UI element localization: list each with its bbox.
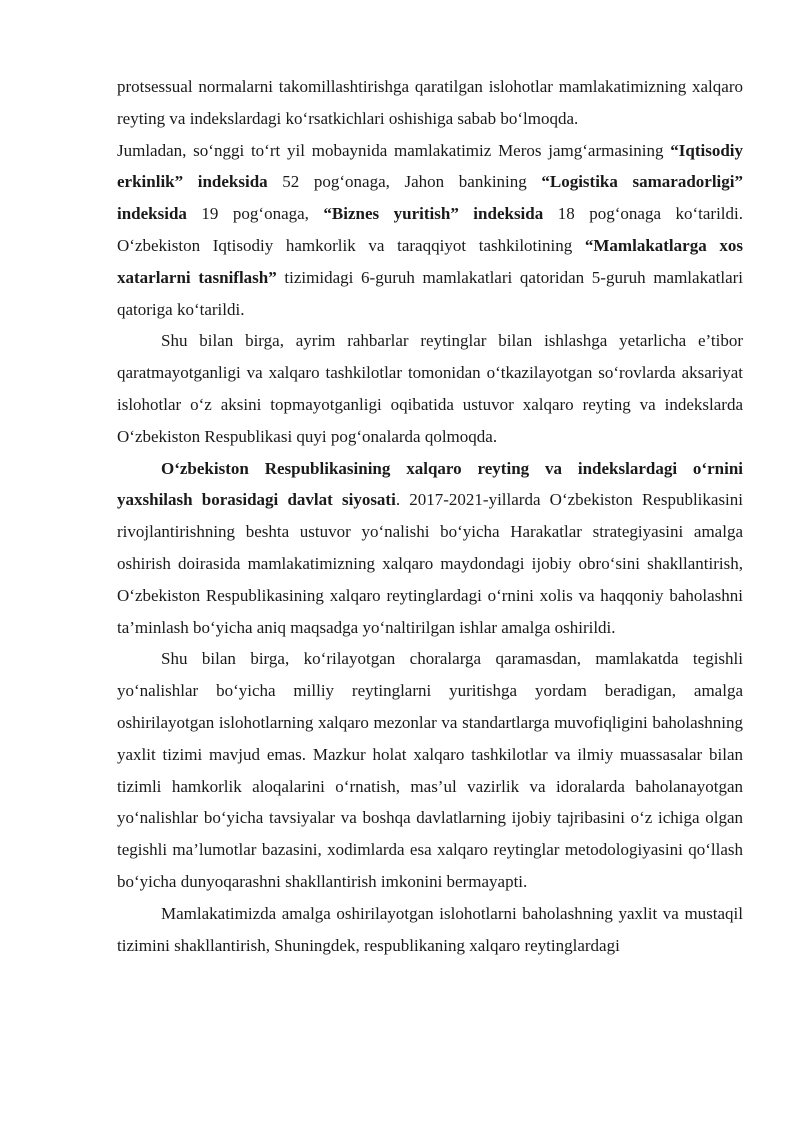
economic-freedom-index-term: “Iqtisodiy erkinlik” indeksida xyxy=(117,140,743,192)
paragraph-4-text: . 2017-2021-yillarda O‘zbekiston Respublikasini rivojlantirishning beshta ustuvor yo‘nalishi bo‘yicha Harakatlar strategiyasini amalga oshirish doirasida mamlakatimizning xalqaro maydondagi ijobiy obro‘sini shakllantirish, O‘zbekiston Respublikasining xalqaro reytinglardagi o‘rnini xolis va haqqoniy baholashni ta’minlash bo‘yicha aniq maqsadga yo‘naltirilgan ishlar amalga oshirildi. xyxy=(117,490,744,637)
logistics-performance-index-term: “Logistika samaradorligi” indeksida xyxy=(117,172,743,224)
paragraph-5-text: Shu bilan birga, ko‘rilayotgan choralarga qaramasdan, mamlakatda tegishli yo‘nalishlar bo‘yicha milliy reytinglarni yuritishga yordam beradigan, amalga oshirilayotgan islohotlarning xalqaro mezonlar va standartlarga muvofiqligini baholashning yaxlit tizimi mavjud emas. Mazkur holat xalqaro tashkilotlar va ilmiy muassasalar bilan tizimli hamkorlik aloqalarini o‘rnatish, mas’ul vazirlik va idoralarda baholanayotgan yo‘nalishlar bo‘yicha tavsiyalar va boshqa davlatlarning ijobiy tajribasini o‘z ichiga olgan tegishli ma’lumotlar bazasini, xodimlarda esa xalqaro reytinglar metodologiyasini qo‘llash bo‘yicha dunyoqarashni shakllantirish imkonini bermayapti. xyxy=(117,649,743,891)
paragraph-3-text: Shu bilan birga, ayrim rahbarlar reytinglar bilan ishlashga yetarlicha e’tibor qaratmayotganligi va xalqaro tashkilotlar tomonidan o‘tkazilayotgan so‘rovlarda aksariyat islohotlar o‘z aksini topmayotganligi oqibatida ustuvor xalqaro reyting va indekslarda O‘zbekiston Respublikasi quyi pog‘onalarda qolmoqda. xyxy=(117,331,743,446)
paragraph-3 xyxy=(117,325,743,452)
document-page xyxy=(117,71,743,961)
country-risk-classification-term: “Mamlakatlarga xos xatarlarni tasniflash” xyxy=(117,235,743,287)
paragraph-6-text: Mamlakatimizda amalga oshirilayotgan islohotlarni baholashning yaxlit va mustaqil tizimini shakllantirish, Shuningdek, respublikaning xalqaro reytinglardagi xyxy=(117,903,743,955)
paragraph-2-text: 19 pog‘onaga, xyxy=(186,204,324,224)
paragraph-6 xyxy=(117,898,743,962)
paragraph-2-text: 18 pog‘onaga ko‘tarildi. O‘zbekiston Iqtisodiy hamkorlik va taraqqiyot tashkilotining xyxy=(117,204,743,255)
doing-business-index-term: “Biznes yuritish” indeksida xyxy=(323,204,544,224)
paragraph-1-text: protsessual normalarni takomillashtirishga qaratilgan islohotlar mamlakatimizning xalqaro reyting va indekslardagi ko‘rsatkichlari oshishiga sabab bo‘lmoqda. xyxy=(117,77,743,128)
paragraph-2-text: 52 pog‘onaga, Jahon bankining xyxy=(267,172,542,192)
paragraph-1 xyxy=(117,71,743,135)
paragraph-4 xyxy=(117,453,743,644)
paragraph-5 xyxy=(117,643,743,897)
paragraph-2 xyxy=(117,135,743,326)
section-heading-state-policy: O‘zbekiston Respublikasining xalqaro reyting va indekslardagi o‘rnini yaxshilash borasidagi davlat siyosati xyxy=(117,458,743,510)
paragraph-2-text: Jumladan, so‘nggi to‘rt yil mobaynida mamlakatimiz Meros jamg‘armasining xyxy=(117,140,671,160)
paragraph-2-text: tizimidagi 6-guruh mamlakatlari qatoridan 5-guruh mamlakatlari qatoriga ko‘tarildi. xyxy=(117,267,743,319)
